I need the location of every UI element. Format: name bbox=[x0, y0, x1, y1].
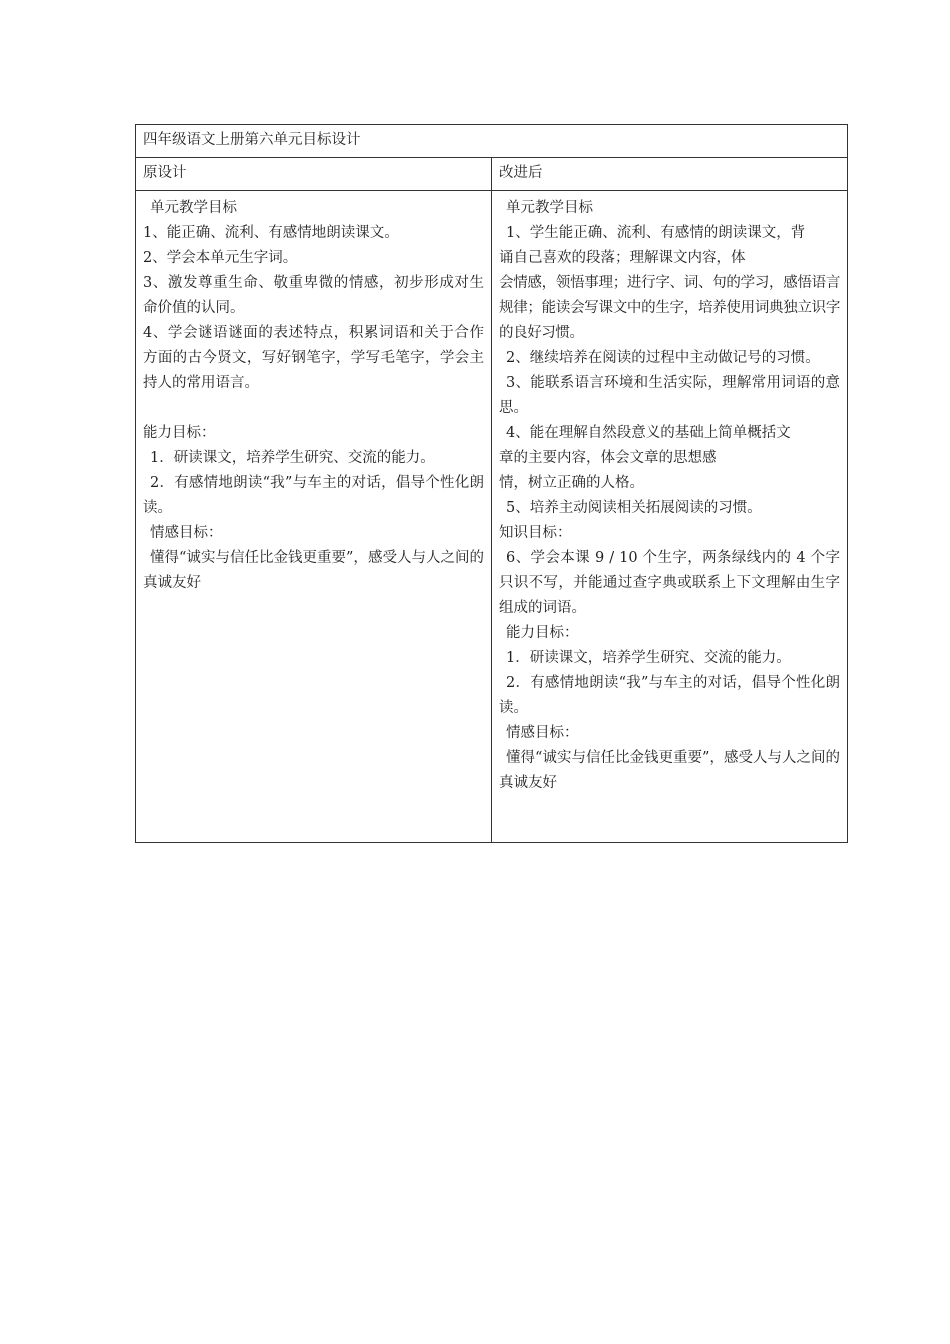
improved-design-cell bbox=[492, 191, 848, 843]
goals-table bbox=[135, 124, 848, 843]
original-goal-1: 1、能正确、流利、有感情地朗读课文。 bbox=[143, 225, 399, 241]
improved-goal-4-line-1: 4、能在理解自然段意义的基础上简单概括文 bbox=[506, 425, 791, 441]
original-heading: 单元教学目标 bbox=[150, 200, 237, 216]
table-title: 四年级语文上册第六单元目标设计 bbox=[136, 125, 848, 158]
improved-goal-2: 2、继续培养在阅读的过程中主动做记号的习惯。 bbox=[506, 350, 820, 366]
original-emotion-heading: 情感目标： bbox=[150, 525, 223, 541]
improved-heading: 单元教学目标 bbox=[506, 200, 593, 216]
improved-emotion-heading: 情感目标： bbox=[506, 725, 579, 741]
improved-goal-3: 3、能联系语言环境和生活实际，理解常用词语的意思。 bbox=[499, 375, 840, 416]
original-ability-1: 1．研读课文，培养学生研究、交流的能力。 bbox=[150, 450, 435, 466]
content-row bbox=[136, 191, 848, 843]
improved-ability-1: 1．研读课文，培养学生研究、交流的能力。 bbox=[506, 650, 791, 666]
title-row bbox=[136, 125, 848, 158]
improved-knowledge-heading: 知识目标： bbox=[499, 525, 572, 541]
improved-goal-1-line-2: 诵自己喜欢的段落；理解课文内容，体 bbox=[499, 250, 746, 266]
header-row bbox=[136, 158, 848, 191]
improved-knowledge-6: 6、学会本课 9 / 10 个生字，两条绿线内的 4 个字只识不写，并能通过查字典或联系上下文理解由生字组成的词语。 bbox=[499, 550, 840, 616]
original-ability-heading: 能力目标： bbox=[143, 425, 216, 441]
improved-ability-2: 2．有感情地朗读“我”与车主的对话，倡导个性化朗读。 bbox=[499, 675, 840, 716]
original-design-cell bbox=[136, 191, 492, 843]
original-emotion-text: 懂得“诚实与信任比金钱更重要”，感受人与人之间的真诚友好 bbox=[143, 550, 484, 591]
original-goal-2: 2、学会本单元生字词。 bbox=[143, 250, 298, 266]
improved-goal-4-line-3: 情，树立正确的人格。 bbox=[499, 475, 644, 491]
improved-goal-4-line-2: 章的主要内容，体会文章的思想感 bbox=[499, 450, 717, 466]
column-header-improved: 改进后 bbox=[492, 158, 848, 191]
column-header-original: 原设计 bbox=[136, 158, 492, 191]
improved-ability-heading: 能力目标： bbox=[506, 625, 579, 641]
blank-line bbox=[143, 396, 484, 421]
improved-goal-1-rest: 会情感，领悟事理；进行字、词、句的学习，感悟语言规律；能读会写课文中的生字，培养使用词典独立识字的良好习惯。 bbox=[499, 275, 840, 341]
original-goal-4: 4、学会谜语谜面的表述特点，积累词语和关于合作方面的古今贤文，写好钢笔字，学写毛笔字，学会主持人的常用语言。 bbox=[143, 325, 484, 391]
original-ability-2: 2．有感情地朗读“我”与车主的对话，倡导个性化朗读。 bbox=[143, 475, 484, 516]
improved-goal-5: 5、培养主动阅读相关拓展阅读的习惯。 bbox=[506, 500, 762, 516]
original-goal-3: 3、激发尊重生命、敬重卑微的情感，初步形成对生命价值的认同。 bbox=[143, 275, 484, 316]
improved-emotion-text: 懂得“诚实与信任比金钱更重要”，感受人与人之间的真诚友好 bbox=[499, 750, 840, 791]
improved-goal-1-line-1: 1、学生能正确、流利、有感情的朗读课文，背 bbox=[506, 225, 806, 241]
